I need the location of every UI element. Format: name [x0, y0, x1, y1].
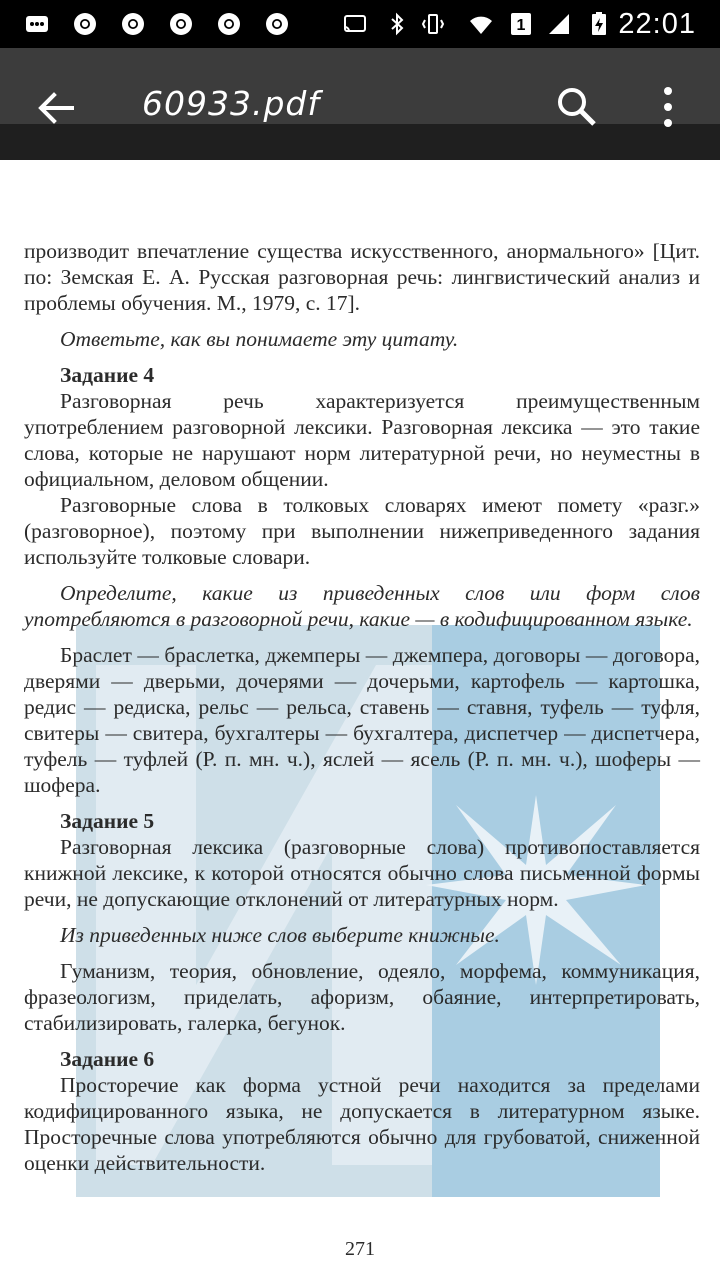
chrome-icon [72, 11, 98, 37]
chrome-icon [168, 11, 194, 37]
battery-icon [586, 11, 612, 37]
sim-icon [508, 11, 534, 37]
vibrate-icon [420, 11, 446, 37]
paragraph-italic: Ответьте, как вы понимаете эту цитату. [60, 327, 459, 351]
svg-text:1: 1 [516, 17, 526, 34]
paragraph: Просторечие как форма устной речи находится за пределами кодифицированного языка, не допускается в литературном языке. Просторечные слова употребляются обычно для грубоватой, сниженной оценки действительности. [24, 1073, 700, 1175]
paragraph: Разговорные слова в толковых словарях имеют помету «разг.» (разговорное), поэтому при выполнении нижеприведенного задания используйте толковые словари. [24, 493, 700, 569]
chrome-icon [264, 11, 290, 37]
paragraph: Разговорная речь характеризуется преимущественным употреблением разговорной лексики. Разговорная лексика — это такие слова, которые не нарушают норм литературной речи, но неуместны в официальном, деловом общении. [24, 389, 700, 491]
chrome-icon [216, 11, 242, 37]
bluetooth-icon [384, 11, 410, 37]
paragraph: Гуманизм, теория, обновление, одеяло, морфема, коммуникация, фразеологизм, приделать, афоризм, обаяние, интерпретировать, стабилизировать, галерка, бегунок. [24, 959, 700, 1035]
paragraph-italic: Из приведенных ниже слов выберите книжные. [60, 923, 500, 947]
section-heading: Задание 6 [60, 1047, 155, 1071]
page-text [24, 238, 700, 1176]
status-bar [0, 0, 720, 48]
paragraph-italic: Определите, какие из приведенных слов или форм слов употребляются в разговорной речи, какие — в кодифицированном языке. [24, 581, 700, 631]
paragraph: Разговорная лексика (разговорные слова) противопоставляется книжной лексике, к которой относятся обычно слова письменной формы речи, не допускающие отклонений от литературных норм. [24, 835, 700, 911]
section-heading: Задание 4 [60, 363, 155, 387]
cast-icon [342, 11, 368, 37]
section-heading: Задание 5 [60, 809, 155, 833]
paragraph: производит впечатление существа искусственного, анормального» [Цит. по: Земская Е. А. Русская разговорная речь: лингвистический анализ и проблемы обучения. М., 1979, с. 17]. [24, 239, 700, 315]
status-time: 22:01 [618, 8, 696, 40]
message-icon [24, 11, 50, 37]
wifi-icon [468, 11, 494, 37]
page-number: 271 [345, 1238, 375, 1260]
document-title: 60933.pdf [142, 84, 320, 123]
toolbar-shadow [0, 124, 720, 160]
chrome-icon [120, 11, 146, 37]
arrow-left-icon[interactable] [34, 86, 78, 130]
search-icon[interactable] [552, 82, 602, 132]
more-vert-icon[interactable] [650, 82, 686, 132]
signal-icon [546, 11, 572, 37]
paragraph: Браслет — браслетка, джемперы — джемпера, договоры — договора, дверями — дверьми, дочерями — дочерьми, картофель — картошка, редис — редиска, рельс — рельса, ставень — ставня, туфель — туфля, свитеры — свитера, бухгалтеры — бухгалтера, диспетчер — диспетчера, туфель — туфлей (Р. п. мн. ч.), яслей — ясель (Р. п. мн. ч.), шоферы — шофера. [24, 643, 700, 797]
